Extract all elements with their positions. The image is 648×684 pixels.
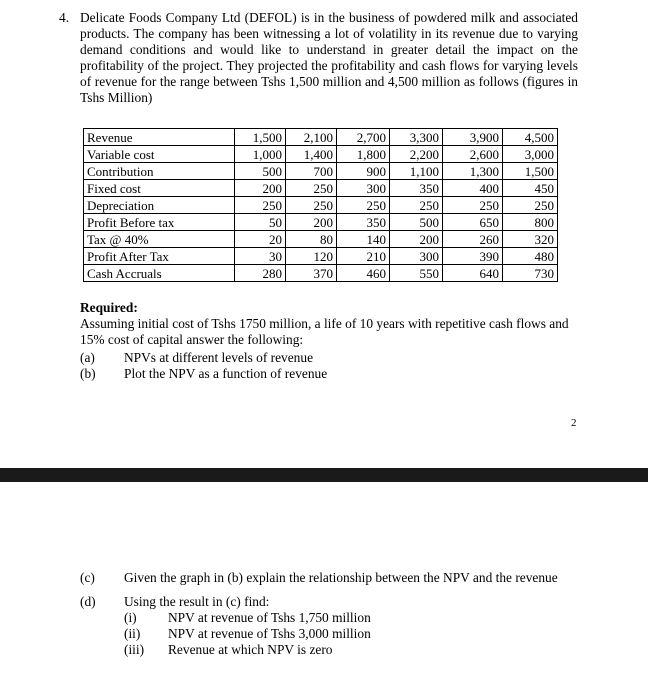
page-divider <box>0 468 648 482</box>
table-cell: 250 <box>390 197 443 214</box>
table-cell: 650 <box>443 214 503 231</box>
table-cell: 500 <box>390 214 443 231</box>
table-cell: 500 <box>235 163 286 180</box>
table-cell: 250 <box>286 180 337 197</box>
question-intro: Delicate Foods Company Ltd (DEFOL) is in the business of powdered milk and associated products. The company has been witnessing a lot of volatility in its revenue due to varying demand conditions and would like to understand in greater detail the impact on the profitability of the project. They projected the profitability and cash flows for varying levels of revenue for the range between Tshs 1,500 million and 4,500 million as follows (figures in Tshs Million) <box>80 10 578 105</box>
item-text: Plot the NPV as a function of revenue <box>124 366 328 381</box>
table-cell: 1,500 <box>503 163 558 180</box>
table-cell: 50 <box>235 214 286 231</box>
page-number: 2 <box>571 417 577 429</box>
sub-item-label: (iii) <box>124 642 145 657</box>
table-cell: 2,600 <box>443 146 503 163</box>
table-cell: 120 <box>286 248 337 265</box>
table-cell: 370 <box>286 265 337 282</box>
table-cell: 450 <box>503 180 558 197</box>
table-cell: 1,500 <box>235 129 286 146</box>
item-label: (a) <box>80 350 95 365</box>
required-heading: Required: <box>80 300 138 315</box>
table-cell: 3,300 <box>390 129 443 146</box>
table-cell: 250 <box>235 197 286 214</box>
item-label: (d) <box>80 594 96 609</box>
table-cell: 250 <box>337 197 390 214</box>
table-cell: 30 <box>235 248 286 265</box>
table-row <box>84 146 558 163</box>
list-item <box>80 594 578 610</box>
table-cell: 1,800 <box>337 146 390 163</box>
sub-item-label: (ii) <box>124 626 141 641</box>
table-cell: 250 <box>503 197 558 214</box>
table-cell: 4,500 <box>503 129 558 146</box>
row-label: Cash Accruals <box>84 265 235 282</box>
table-cell: 260 <box>443 231 503 248</box>
row-label: Tax @ 40% <box>84 231 235 248</box>
item-label: (b) <box>80 366 96 381</box>
table-cell: 640 <box>443 265 503 282</box>
table-cell: 250 <box>286 197 337 214</box>
table-row <box>84 231 558 248</box>
table-cell: 280 <box>235 265 286 282</box>
table-cell: 2,700 <box>337 129 390 146</box>
table-cell: 200 <box>390 231 443 248</box>
table-cell: 800 <box>503 214 558 231</box>
sub-item-text: NPV at revenue of Tshs 1,750 million <box>168 610 371 625</box>
table-cell: 80 <box>286 231 337 248</box>
table-cell: 400 <box>443 180 503 197</box>
table-cell: 700 <box>286 163 337 180</box>
table-cell: 460 <box>337 265 390 282</box>
sub-item <box>124 626 578 642</box>
table-cell: 480 <box>503 248 558 265</box>
table-row <box>84 180 558 197</box>
table-cell: 2,100 <box>286 129 337 146</box>
item-text: Given the graph in (b) explain the relationship between the NPV and the revenue <box>124 570 558 585</box>
table-cell: 2,200 <box>390 146 443 163</box>
table-cell: 1,000 <box>235 146 286 163</box>
table-cell: 3,900 <box>443 129 503 146</box>
table-cell: 350 <box>390 180 443 197</box>
table-cell: 1,400 <box>286 146 337 163</box>
table-cell: 900 <box>337 163 390 180</box>
row-label: Profit After Tax <box>84 248 235 265</box>
table-cell: 200 <box>286 214 337 231</box>
table-row <box>84 214 558 231</box>
profitability-table <box>83 128 558 282</box>
table-cell: 20 <box>235 231 286 248</box>
sub-item <box>124 610 578 626</box>
table-cell: 550 <box>390 265 443 282</box>
item-text: NPVs at different levels of revenue <box>124 350 314 365</box>
table-cell: 250 <box>443 197 503 214</box>
table-cell: 300 <box>390 248 443 265</box>
row-label: Fixed cost <box>84 180 235 197</box>
table-cell: 300 <box>337 180 390 197</box>
table-cell: 730 <box>503 265 558 282</box>
sub-item-text: Revenue at which NPV is zero <box>168 642 333 657</box>
table-cell: 140 <box>337 231 390 248</box>
continued-questions <box>80 570 578 658</box>
table-cell: 200 <box>235 180 286 197</box>
row-label: Revenue <box>84 129 235 146</box>
table-row <box>84 129 558 146</box>
table-cell: 350 <box>337 214 390 231</box>
table-row <box>84 265 558 282</box>
required-text: Assuming initial cost of Tshs 1750 million, a life of 10 years with repetitive cash flows and 15% cost of capital answer the following: <box>80 316 569 347</box>
table-row <box>84 248 558 265</box>
question-number: 4. <box>59 10 70 25</box>
table-cell: 210 <box>337 248 390 265</box>
table-row <box>84 163 558 180</box>
sub-item-text: NPV at revenue of Tshs 3,000 million <box>168 626 371 641</box>
item-text: Using the result in (c) find: <box>124 594 270 609</box>
row-label: Profit Before tax <box>84 214 235 231</box>
list-item <box>80 570 578 586</box>
table-cell: 3,000 <box>503 146 558 163</box>
row-label: Variable cost <box>84 146 235 163</box>
table-cell: 320 <box>503 231 558 248</box>
sub-item <box>124 642 578 658</box>
table-row <box>84 197 558 214</box>
item-label: (c) <box>80 570 95 585</box>
row-label: Depreciation <box>84 197 235 214</box>
table-cell: 1,300 <box>443 163 503 180</box>
table-cell: 390 <box>443 248 503 265</box>
sub-item-label: (i) <box>124 610 137 625</box>
row-label: Contribution <box>84 163 235 180</box>
table-cell: 1,100 <box>390 163 443 180</box>
